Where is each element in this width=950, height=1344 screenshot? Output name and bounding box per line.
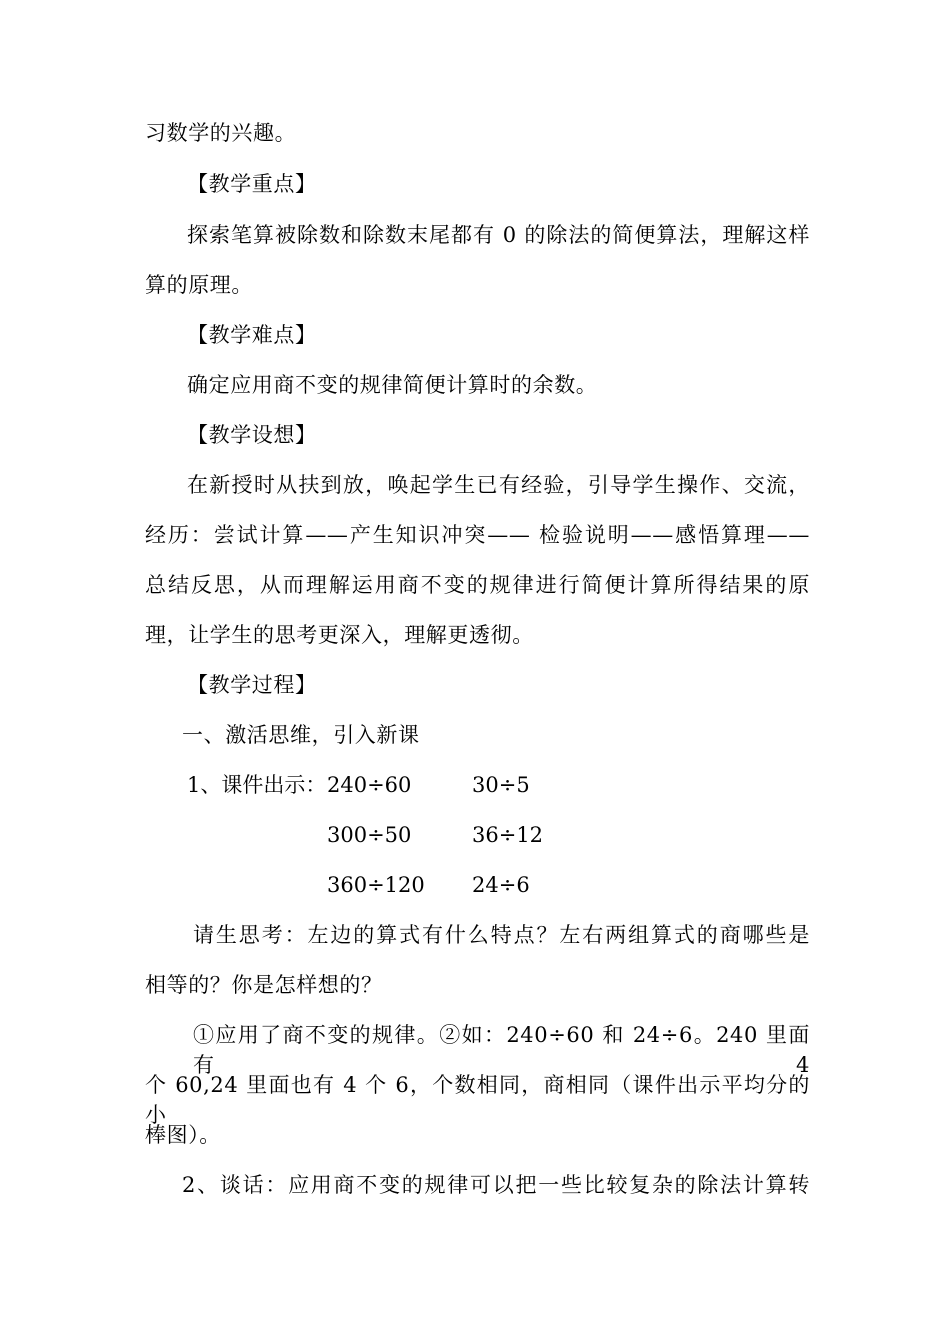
text-line: 2、谈话：应用商不变的规律可以把一些比较复杂的除法计算转 bbox=[182, 1173, 810, 1197]
formula-left: 240÷60 bbox=[327, 773, 412, 797]
text-line: 棒图）。 bbox=[145, 1123, 221, 1147]
text-line: 在新授时从扶到放，唤起学生已有经验，引导学生操作、交流， bbox=[187, 473, 810, 497]
section-heading-process: 【教学过程】 bbox=[187, 673, 317, 697]
text-line: 习数学的兴趣。 bbox=[145, 121, 297, 145]
section-heading-design: 【教学设想】 bbox=[187, 423, 317, 447]
text-line: 总结反思，从而理解运用商不变的规律进行简便计算所得结果的原 bbox=[145, 573, 810, 597]
text-line: 确定应用商不变的规律简便计算时的余数。 bbox=[187, 373, 598, 397]
text-line: 探索笔算被除数和除数末尾都有 0 的除法的简便算法，理解这样 bbox=[187, 223, 810, 247]
item-label: 1、课件出示： bbox=[187, 773, 327, 797]
text-line: 经历：尝试计算——产生知识冲突—— 检验说明——感悟算理—— bbox=[145, 523, 810, 547]
section-heading-key-points: 【教学重点】 bbox=[187, 172, 317, 196]
subsection-title: 一、激活思维，引入新课 bbox=[182, 723, 420, 747]
formula-left: 360÷120 bbox=[327, 873, 425, 897]
text-line: 算的原理。 bbox=[145, 273, 253, 297]
formula-right: 36÷12 bbox=[472, 823, 544, 847]
formula-left: 300÷50 bbox=[327, 823, 412, 847]
text-line: 请生思考：左边的算式有什么特点？左右两组算式的商哪些是 bbox=[193, 923, 810, 947]
formula-right: 24÷6 bbox=[472, 873, 530, 897]
text-line: ①应用了商不变的规律。②如：240÷60 和 24÷6。240 里面有 4 bbox=[193, 1023, 810, 1077]
section-heading-difficulties: 【教学难点】 bbox=[187, 323, 317, 347]
formula-right: 30÷5 bbox=[472, 773, 530, 797]
text-line: 相等的？你是怎样想的？ bbox=[145, 973, 383, 997]
text-line: 个 60,24 里面也有 4 个 6，个数相同，商相同（课件出示平均分的小 bbox=[145, 1073, 810, 1127]
text-line: 理，让学生的思考更深入，理解更透彻。 bbox=[145, 623, 534, 647]
